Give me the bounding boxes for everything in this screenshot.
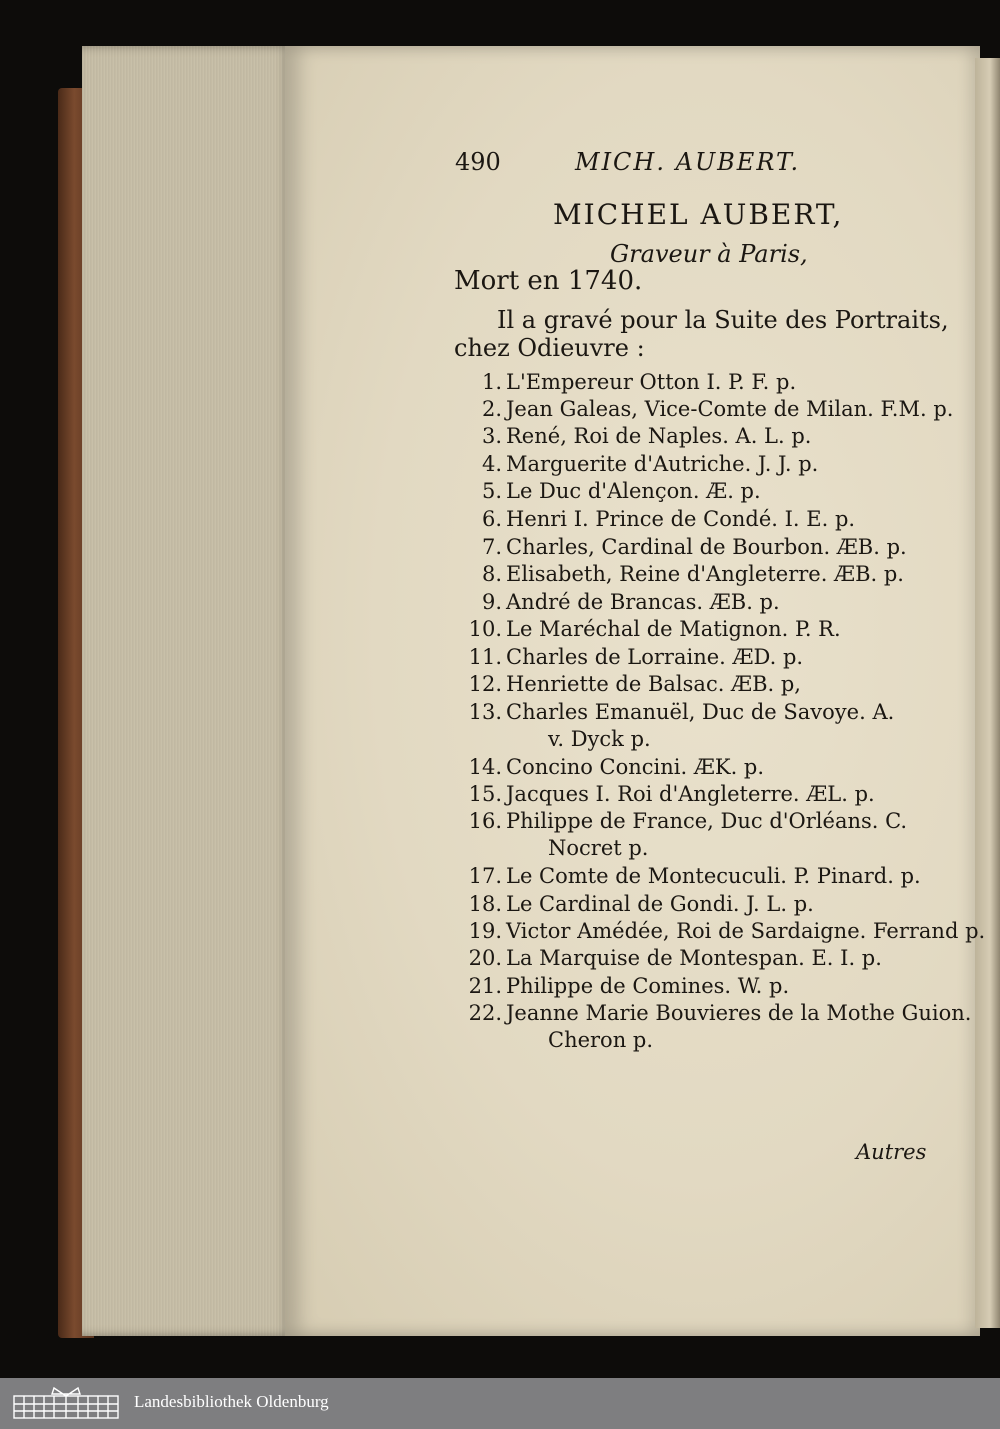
entry-number: 7. [481,535,502,559]
catchword: Autres [856,1140,927,1164]
entry-number: 13. [468,700,502,724]
entry-text: Philippe de France, Duc d'Orléans. C. [506,809,908,833]
list-item [462,590,780,614]
list-item [462,946,882,970]
page-edges [82,46,292,1336]
entry-number: 9. [481,590,502,614]
entry-number: 19. [468,919,502,943]
entry-number: 1. [481,370,502,394]
list-item [462,700,894,724]
list-item [462,424,811,448]
list-item [462,809,907,833]
list-item [462,562,904,586]
entry-text: Le Maréchal de Matignon. P. R. [506,617,841,641]
entry-text: Concino Concini. ÆK. p. [506,755,765,779]
entry-number: 18. [468,892,502,916]
entry-number: 5. [481,479,502,503]
entry-text: Elisabeth, Reine d'Angleterre. ÆB. p. [506,562,904,586]
entry-text: René, Roi de Naples. A. L. p. [506,424,812,448]
list-item [462,645,803,669]
list-item [462,1001,971,1025]
page-heading: MICHEL AUBERT, [553,198,844,231]
list-item [462,864,921,888]
page-number: 490 [455,148,501,176]
footer-bar [0,1378,1000,1429]
entry-number: 16. [468,809,502,833]
entry-number: 15. [468,782,502,806]
list-item-continuation [548,836,648,860]
entry-text: Charles, Cardinal de Bourbon. ÆB. p. [506,535,907,559]
entry-number: 2. [481,397,502,421]
list-item [462,919,985,943]
list-item-continuation [548,1028,653,1052]
library-building-icon [10,1384,122,1422]
intro-line-2: chez Odieuvre : [454,334,645,362]
entry-text: Jeanne Marie Bouvieres de la Mothe Guion. [506,1001,972,1025]
list-item-continuation [548,727,651,751]
entry-number: 4. [481,452,502,476]
entry-text: Cheron p. [548,1028,654,1052]
list-item [462,535,907,559]
list-item [462,507,855,531]
entry-number: 8. [481,562,502,586]
entry-text: Charles Emanuël, Duc de Savoye. A. [506,700,895,724]
list-item [462,782,875,806]
list-item [462,397,953,421]
list-item [462,892,814,916]
list-item [462,452,818,476]
entry-text: v. Dyck p. [548,727,651,751]
entry-number: 22. [468,1001,502,1025]
entry-number: 10. [468,617,502,641]
facing-page-edge [975,58,1000,1328]
list-item [462,479,761,503]
entry-text: Philippe de Comines. W. p. [506,974,790,998]
entry-text: Le Duc d'Alençon. Æ. p. [506,479,761,503]
death-line: Mort en 1740. [454,266,643,296]
list-item [462,672,801,696]
list-item [462,370,796,394]
entry-text: Nocret p. [548,836,649,860]
entry-text: Le Comte de Montecuculi. P. Pinard. p. [506,864,921,888]
list-item [462,974,789,998]
page-subheading: Graveur à Paris, [610,240,808,268]
running-head [455,148,800,176]
entry-number: 12. [468,672,502,696]
entry-text: Jacques I. Roi d'Angleterre. ÆL. p. [506,782,875,806]
entry-number: 6. [481,507,502,531]
entry-text: Henriette de Balsac. ÆB. p, [506,672,801,696]
intro-line-1: Il a gravé pour la Suite des Portraits, [497,306,949,334]
entry-number: 17. [468,864,502,888]
entry-number: 21. [468,974,502,998]
institution-name: Landesbibliothek Oldenburg [134,1392,329,1411]
list-item [462,617,841,641]
entry-number: 11. [468,645,502,669]
list-item [462,755,764,779]
entry-text: André de Brancas. ÆB. p. [506,590,780,614]
entry-text: Victor Amédée, Roi de Sardaigne. Ferrand p. [506,919,986,943]
entry-text: Henri I. Prince de Condé. I. E. p. [506,507,856,531]
entry-text: Marguerite d'Autriche. J. J. p. [506,452,819,476]
running-title: MICH. AUBERT. [575,148,801,176]
entry-text: Jean Galeas, Vice-Comte de Milan. F.M. p. [506,397,954,421]
entry-text: Charles de Lorraine. ÆD. p. [506,645,804,669]
entry-text: L'Empereur Otton I. P. F. p. [506,370,797,394]
entry-number: 3. [481,424,502,448]
entry-number: 14. [468,755,502,779]
entry-number: 20. [468,946,502,970]
entry-text: La Marquise de Montespan. E. I. p. [506,946,882,970]
entry-text: Le Cardinal de Gondi. J. L. p. [506,892,814,916]
